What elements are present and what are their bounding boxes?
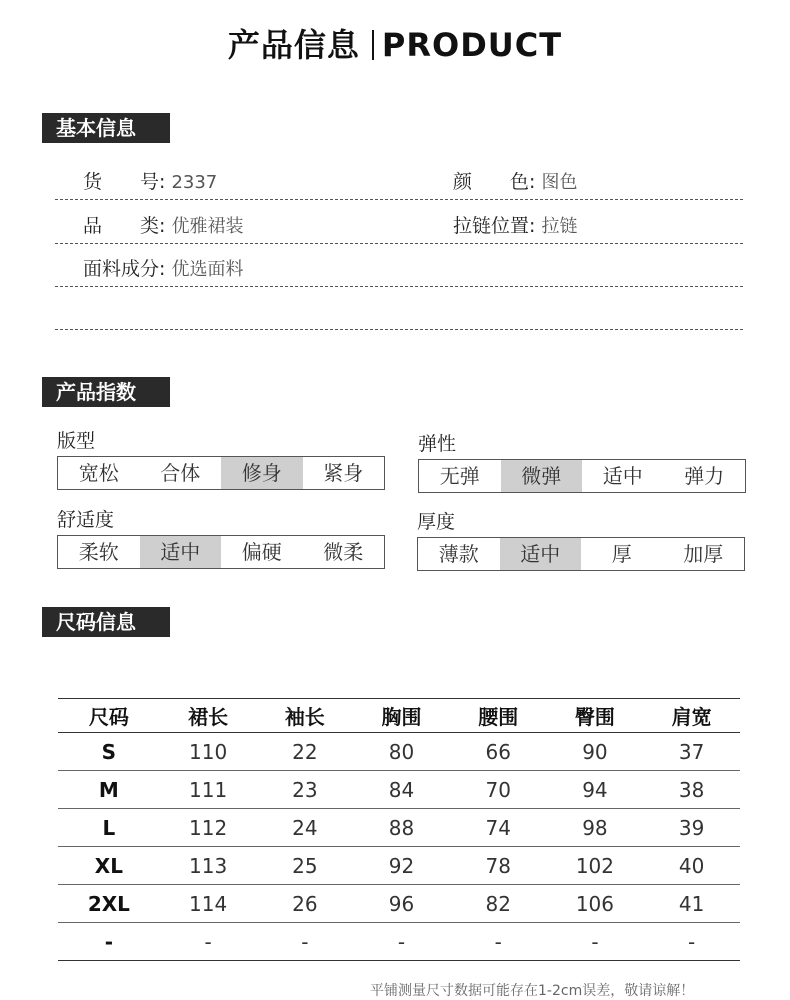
column-header: 胸围 <box>353 699 450 733</box>
footnote: 平铺测量尺寸数据可能存在1-2cm误差，敬请谅解！ <box>370 983 695 999</box>
table-cell: 114 <box>160 885 257 923</box>
table-cell: 78 <box>450 847 547 885</box>
info-row <box>55 242 743 287</box>
empty-info-row <box>55 328 743 330</box>
info-key: 拉链位置: <box>453 215 536 237</box>
info-key: 颜 色: <box>453 171 536 193</box>
info-key: 货 号: <box>83 171 166 193</box>
table-row <box>58 885 740 923</box>
section-label-size-info: 尺码信息 <box>42 607 166 637</box>
table-row <box>58 847 740 885</box>
page-title-en: PRODUCT <box>381 26 563 64</box>
table-cell: M <box>58 771 160 809</box>
scale-option: 加厚 <box>683 542 724 566</box>
page-title <box>0 20 790 66</box>
table-cell: 26 <box>256 885 353 923</box>
column-header: 袖长 <box>256 699 353 733</box>
scale-option: 合体 <box>160 461 201 485</box>
info-value: 图色 <box>541 172 578 193</box>
table-cell: 66 <box>450 733 547 771</box>
table-cell: 96 <box>353 885 450 923</box>
table-row <box>58 771 740 809</box>
scale-label: 厚度 <box>417 511 456 533</box>
table-cell: 74 <box>450 809 547 847</box>
table-cell: - <box>58 923 160 961</box>
section-label-basic-info: 基本信息 <box>42 113 166 143</box>
scale-option-selected: 适中 <box>500 538 582 570</box>
scale-option: 厚 <box>611 542 632 566</box>
table-cell: 2XL <box>58 885 160 923</box>
table-cell: 88 <box>353 809 450 847</box>
table-cell: 25 <box>256 847 353 885</box>
table-cell: 39 <box>643 809 740 847</box>
info-item-sku <box>83 167 217 194</box>
scale-thickness <box>417 507 745 571</box>
table-cell: 94 <box>547 771 644 809</box>
info-key: 面料成分: <box>83 258 166 280</box>
scale-bar <box>418 459 746 493</box>
info-row <box>55 155 743 200</box>
scale-option: 弹力 <box>684 464 725 488</box>
table-cell: 98 <box>547 809 644 847</box>
table-cell: 111 <box>160 771 257 809</box>
column-header: 肩宽 <box>643 699 740 733</box>
table-cell: L <box>58 809 160 847</box>
table-cell: 22 <box>256 733 353 771</box>
scale-label: 舒适度 <box>57 509 115 531</box>
table-cell: 84 <box>353 771 450 809</box>
info-value: 优雅裙装 <box>171 216 244 237</box>
info-value: 拉链 <box>541 216 578 237</box>
title-separator <box>372 30 374 60</box>
scale-option: 无弹 <box>439 464 480 488</box>
scale-option: 紧身 <box>323 461 364 485</box>
table-cell: - <box>256 923 353 961</box>
scale-option: 薄款 <box>438 542 479 566</box>
table-cell: 24 <box>256 809 353 847</box>
scale-option: 宽松 <box>78 461 119 485</box>
table-cell: 23 <box>256 771 353 809</box>
table-cell: 38 <box>643 771 740 809</box>
scale-bar <box>57 535 385 569</box>
table-cell: 70 <box>450 771 547 809</box>
scale-option-selected: 修身 <box>221 457 303 489</box>
scale-option: 柔软 <box>78 540 119 564</box>
info-item-fabric <box>83 254 243 281</box>
scale-comfort <box>57 505 385 569</box>
table-cell: - <box>353 923 450 961</box>
table-cell: - <box>160 923 257 961</box>
column-header: 裙长 <box>160 699 257 733</box>
table-cell: 106 <box>547 885 644 923</box>
scale-bar <box>417 537 745 571</box>
table-cell: 82 <box>450 885 547 923</box>
column-header: 尺码 <box>58 699 160 733</box>
info-value: 2337 <box>171 172 218 193</box>
info-item-zipper <box>453 211 577 238</box>
scale-elasticity <box>418 429 746 493</box>
page-title-cn: 产品信息 <box>227 26 360 64</box>
scale-option-selected: 适中 <box>140 536 222 568</box>
scale-fit <box>57 426 385 490</box>
table-row <box>58 809 740 847</box>
scale-label: 版型 <box>57 430 96 452</box>
table-cell: S <box>58 733 160 771</box>
scale-option: 偏硬 <box>241 540 282 564</box>
table-header-row <box>58 699 740 733</box>
table-cell: 37 <box>643 733 740 771</box>
scale-label: 弹性 <box>418 433 457 455</box>
column-header: 臀围 <box>547 699 644 733</box>
section-label-indices: 产品指数 <box>42 377 166 407</box>
table-cell: 92 <box>353 847 450 885</box>
column-header: 腰围 <box>450 699 547 733</box>
scale-option: 适中 <box>602 464 643 488</box>
table-cell: - <box>547 923 644 961</box>
info-value: 优选面料 <box>171 259 244 280</box>
table-row <box>58 923 740 961</box>
table-cell: 80 <box>353 733 450 771</box>
table-cell: 110 <box>160 733 257 771</box>
info-key: 品 类: <box>83 215 166 237</box>
scale-bar <box>57 456 385 490</box>
table-cell: 112 <box>160 809 257 847</box>
table-cell: XL <box>58 847 160 885</box>
info-row <box>55 199 743 244</box>
table-row <box>58 733 740 771</box>
scale-option-selected: 微弹 <box>501 460 583 492</box>
table-cell: 41 <box>643 885 740 923</box>
table-cell: - <box>450 923 547 961</box>
info-item-color <box>453 167 577 194</box>
table-cell: 102 <box>547 847 644 885</box>
table-cell: - <box>643 923 740 961</box>
info-item-category <box>83 211 243 238</box>
table-cell: 113 <box>160 847 257 885</box>
table-cell: 40 <box>643 847 740 885</box>
table-cell: 90 <box>547 733 644 771</box>
size-table <box>58 698 740 961</box>
scale-option: 微柔 <box>323 540 364 564</box>
